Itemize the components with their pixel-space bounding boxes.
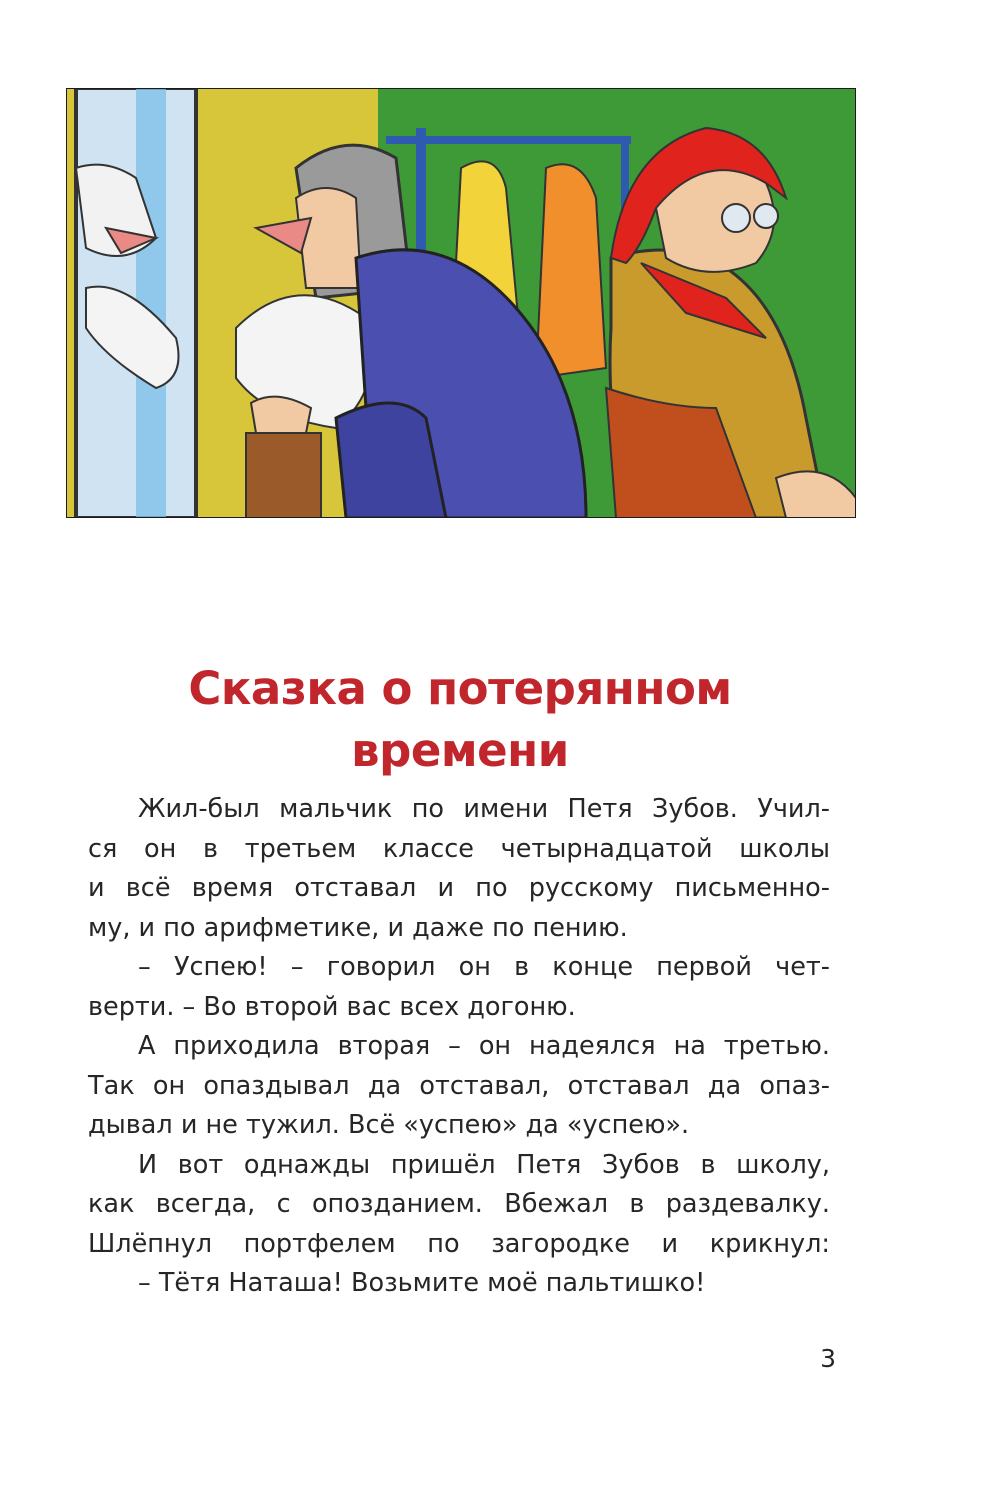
text-line: Жил-был мальчик по имени Петя Зубов. Учил- (138, 794, 830, 824)
story-illustration (66, 88, 856, 518)
text-line: и всё время отставал и по русскому письменно- (88, 873, 830, 903)
text-line: му, и по арифметике, и даже по пению. (88, 912, 628, 943)
text-line: – Успею! – говорил он в конце первой чет- (138, 952, 830, 982)
text-line: ся он в третьем классе четырнадцатой школы (88, 833, 830, 864)
text-line: дывал и не тужил. Всё «успею» да «успею». (88, 1110, 690, 1140)
story-title-line-2: времени (351, 724, 569, 778)
page-number: 3 (820, 1344, 836, 1373)
text-line: как всегда, с опозданием. Вбежал в раздевалку. (88, 1189, 830, 1219)
text-line: верти. – Во второй вас всех догоню. (88, 991, 576, 1022)
story-text (88, 790, 830, 1304)
illustration-old-man-and-cloakroom-attendant (66, 88, 856, 518)
text-line: Шлёпнул портфелем по загородке и крикнул: (88, 1228, 830, 1259)
text-line: – Тётя Наташа! Возьмите моё пальтишко! (138, 1268, 706, 1298)
story-title (0, 658, 920, 782)
text-line: И вот однажды пришёл Петя Зубов в школу, (138, 1149, 830, 1180)
story-title-line-1: Сказка о потерянном (188, 662, 732, 716)
text-line: Так он опаздывал да отставал, отставал да опаз- (88, 1070, 830, 1101)
text-line: А приходила вторая – он надеялся на третью. (138, 1031, 830, 1061)
